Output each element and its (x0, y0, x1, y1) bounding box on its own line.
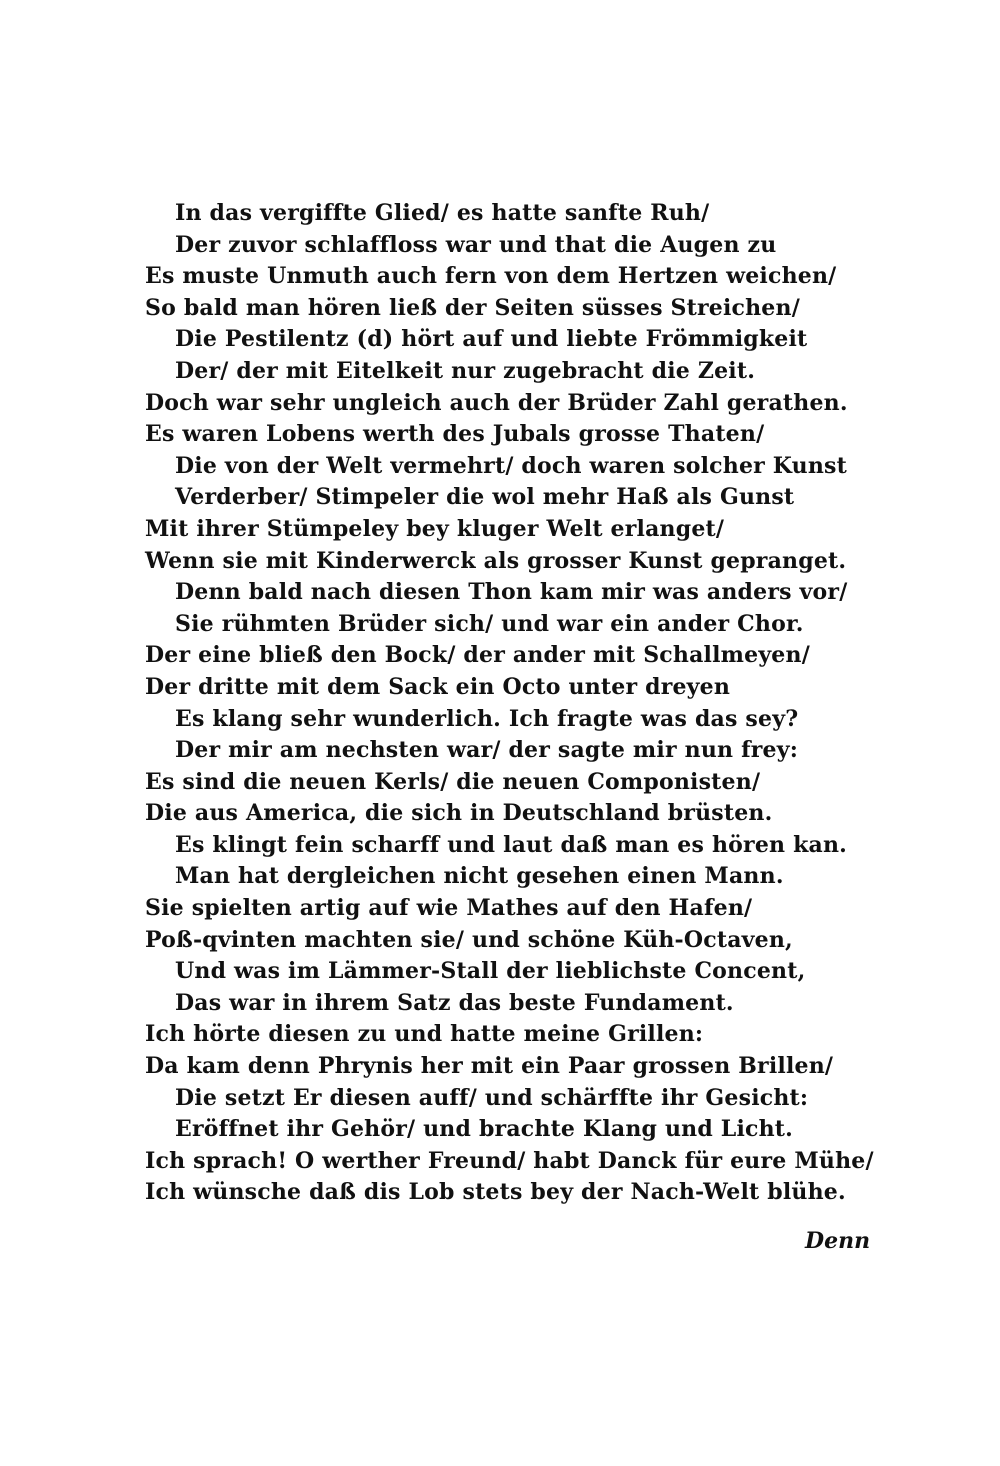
poem-line: Wenn sie mit Kinderwerck als grosser Kunst gepranget. (145, 547, 847, 574)
poem-line: Die aus America, die sich in Deutschland brüsten. (145, 800, 773, 827)
poem-line: Der eine bließ den Bock/ der ander mit Schallmeyen/ (145, 642, 810, 669)
poem-line: Das war in ihrem Satz das beste Fundament. (175, 989, 734, 1016)
poem-line: Es sind die neuen Kerls/ die neuen Componisten/ (145, 768, 761, 795)
poem-line: Die von der Welt vermehrt/ doch waren solcher Kunst (175, 452, 847, 479)
poem-line: Eröffnet ihr Gehör/ und brachte Klang und Licht. (175, 1116, 794, 1143)
catchword: Denn (805, 1228, 871, 1254)
poem-line: Es waren Lobens werth des Jubals grosse Thaten/ (145, 421, 765, 448)
poem-line: Man hat dergleichen nicht gesehen einen Mann. (175, 863, 784, 890)
poem-line: Verderber/ Stimpeler die wol mehr Haß als Gunst (175, 484, 795, 511)
poem-line: Sie spielten artig auf wie Mathes auf den Hafen/ (145, 895, 753, 922)
poem-line: Es klingt fein scharff und laut daß man es hören kan. (175, 831, 848, 858)
poem-line: So bald man hören ließ der Seiten süsses Streichen/ (145, 294, 800, 321)
poem-line: Die setzt Er diesen auff/ und schärffte ihr Gesicht: (175, 1084, 809, 1111)
poem-line: Und was im Lämmer-Stall der lieblichste Concent, (175, 958, 806, 985)
poem-line: Da kam denn Phrynis her mit ein Paar grossen Brillen/ (145, 1053, 834, 1080)
poem-line: Ich hörte diesen zu und hatte meine Grillen: (145, 1021, 704, 1048)
poem-line: Es muste Unmuth auch fern von dem Hertzen weichen/ (145, 263, 837, 290)
poem-line: Mit ihrer Stümpeley bey kluger Welt erlanget/ (145, 515, 725, 542)
poem-text (145, 198, 885, 1209)
poem-line: Ich sprach! O werther Freund/ habt Danck für eure Mühe/ (145, 1147, 874, 1174)
poem-line: Der zuvor schlaffloss war und that die Augen zu (175, 231, 777, 258)
poem-line: In das vergiffte Glied/ es hatte sanfte Ruh/ (175, 200, 710, 226)
poem-line: Ich wünsche daß dis Lob stets bey der Nach-Welt blühe. (145, 1179, 846, 1206)
poem-line: Sie rühmten Brüder sich/ und war ein ander Chor. (175, 610, 804, 637)
poem-line: Es klang sehr wunderlich. Ich fragte was das sey? (175, 705, 799, 732)
poem-line: Poß-qvinten machten sie/ und schöne Küh-Octaven, (145, 926, 793, 953)
poem-line: Denn bald nach diesen Thon kam mir was anders vor/ (175, 579, 848, 606)
poem-line: Der mir am nechsten war/ der sagte mir nun frey: (175, 737, 799, 764)
poem-line: Der/ der mit Eitelkeit nur zugebracht die Zeit. (175, 357, 756, 384)
poem-line: Doch war sehr ungleich auch der Brüder Zahl gerathen. (145, 389, 848, 416)
poem-line: Der dritte mit dem Sack ein Octo unter dreyen (145, 673, 731, 700)
poem-line: Die Pestilentz (d) hört auf und liebte Frömmigkeit (175, 326, 808, 353)
